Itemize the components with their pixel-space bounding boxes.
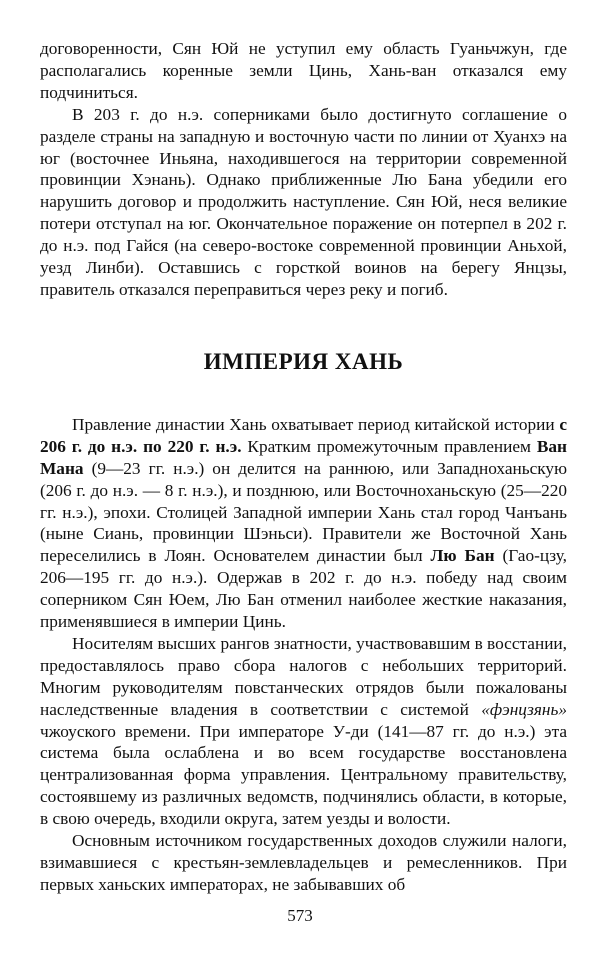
page-number: 573 xyxy=(287,906,313,925)
paragraph-state-revenue: Основным источником государственных доходов служили налоги, взимавшиеся с крестьян-землевладельцев и ремесленников. При первых ханьских императорах, не забывавших об xyxy=(40,831,567,894)
text-run: Кратким промежуточным правлением xyxy=(241,436,537,456)
paragraph-agreement-203bc: В 203 г. до н.э. соперниками было достигнуто соглашение о разделе страны на западную и восточную части по линии от Хуанхэ на юг (восточнее Иньяна, находившегося на территории современной провинции Хэнань). Однако приближенные Лю Бана убедили его нарушить договор и продолжить наступление. Сян Юй, неся великие потери отступал на юг. Окончательное поражение он потерпел в 202 г. до н.э. под Гайся (на северо-востоке современной провинции Аньхой, уезд Линби). Оставшись с горсткой воинов на берегу Янцзы, правитель отказался переправиться через реку и погиб. xyxy=(40,104,567,299)
document-page xyxy=(40,38,567,896)
text-run: Носителям высших рангов знатности, участвовавшим в восстании, предоставлялось право сбора налогов с небольших территорий. Многим руководителям повстанческих отрядов были пожалованы наследственные владения в соответствии с системой xyxy=(40,633,568,719)
section-title: ИМПЕРИЯ ХАНЬ xyxy=(203,348,404,374)
text-run: чжоуского времени. При императоре У-ди (141—87 гг. до н.э.) эта система была ослаблена и во всем государстве восстановлена централизованная форма управления. Центральному правительству, состоявшему из различных ведомств, подчинялись области, в которые, в свою очередь, входили округа, затем уезды и волости. xyxy=(40,721,567,829)
paragraph-han-dynasty-period xyxy=(40,414,567,633)
text-run: (9—23 гг. н.э.) он делится на раннюю, или Западноханьскую (206 г. до н.э. — 8 г. н.э.), и позднюю, или Восточноханьскую (25—220 гг. н.э.), эпохи. Столицей Западной империи Хань стал город Чанъань (ныне Сиань, провинции Шэньси). Правители же Восточной Хань переселились в Лоян. Основателем династии был xyxy=(40,458,567,566)
bold-name-wang-mang: Ван Мана xyxy=(40,436,567,478)
paragraph-nobility-ranks xyxy=(40,633,567,830)
paragraph-continuation: договоренности, Сян Юй не уступил ему область Гуаньчжун, где располагались коренные земли Цинь, Хань-ван отказался ему подчиниться. xyxy=(40,39,567,102)
italic-term-fengjian: «фэнцзянь» xyxy=(481,699,567,719)
bold-name-liu-bang: Лю Бан xyxy=(430,546,495,566)
text-run: (Гао-цзу, 206—195 гг. до н.э.). Одержав в 202 г. до н.э. победу над своим соперником Сян Юем, Лю Бан отменил наиболее жесткие наказания, применявшиеся в империи Цинь. xyxy=(40,546,567,632)
bold-dates: с 206 г. до н.э. по 220 г. н.э. xyxy=(40,414,567,456)
text-run: Правление династии Хань охватывает период китайской истории xyxy=(72,414,560,434)
